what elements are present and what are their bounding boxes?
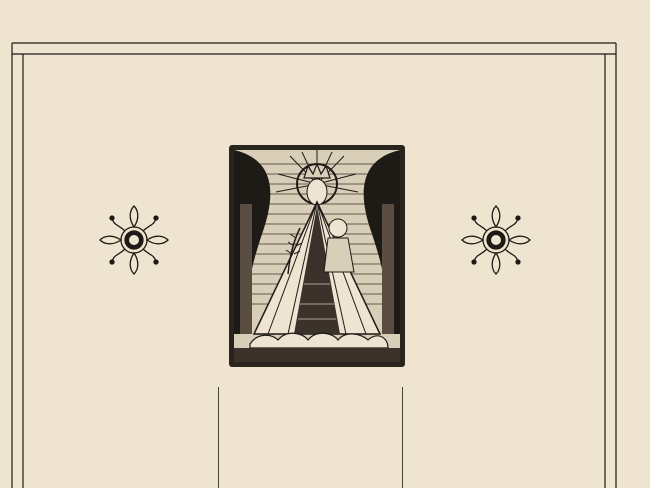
virgin-and-child-engraving bbox=[228, 144, 406, 368]
column-divider bbox=[402, 387, 403, 488]
rosette-ornament-left-icon bbox=[98, 204, 170, 276]
rosette-ornament-right-icon bbox=[460, 204, 532, 276]
column-divider bbox=[218, 387, 219, 488]
